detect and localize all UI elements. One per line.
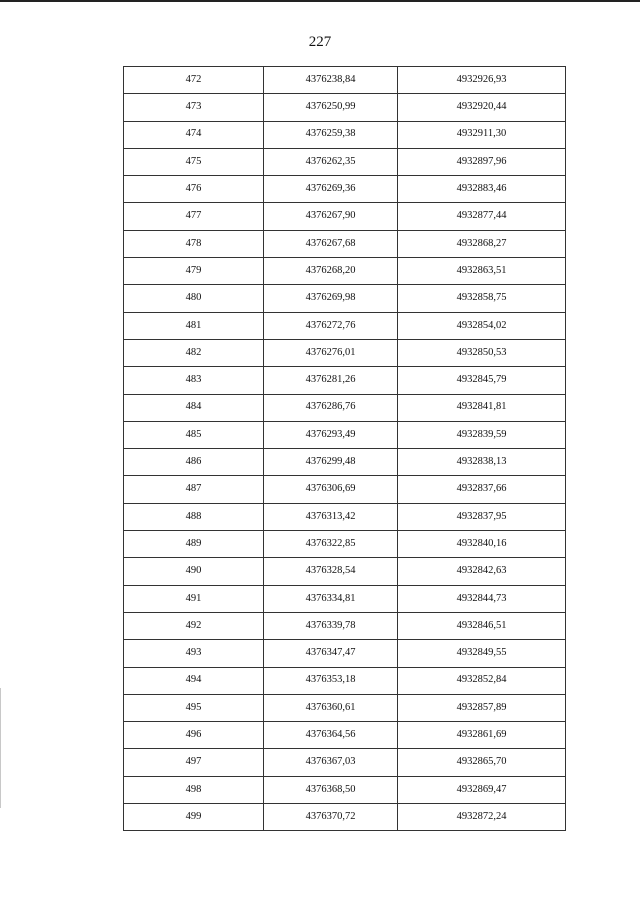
x-coordinate-cell: 4376313,42 [264,503,398,530]
y-coordinate-cell: 4932861,69 [398,722,566,749]
point-number-cell: 494 [124,667,264,694]
x-coordinate-cell: 4376353,18 [264,667,398,694]
y-coordinate-cell: 4932841,81 [398,394,566,421]
y-coordinate-cell: 4932839,59 [398,421,566,448]
x-coordinate-cell: 4376286,76 [264,394,398,421]
table-row [124,449,566,476]
y-coordinate-cell: 4932837,95 [398,503,566,530]
x-coordinate-cell: 4376276,01 [264,339,398,366]
x-coordinate-cell: 4376360,61 [264,694,398,721]
x-coordinate-cell: 4376299,48 [264,449,398,476]
x-coordinate-cell: 4376250,99 [264,94,398,121]
table-row [124,230,566,257]
x-coordinate-cell: 4376334,81 [264,585,398,612]
table-row [124,312,566,339]
x-coordinate-cell: 4376272,76 [264,312,398,339]
point-number-cell: 499 [124,804,264,831]
y-coordinate-cell: 4932858,75 [398,285,566,312]
y-coordinate-cell: 4932854,02 [398,312,566,339]
table-row [124,148,566,175]
point-number-cell: 481 [124,312,264,339]
y-coordinate-cell: 4932845,79 [398,367,566,394]
coordinates-table [123,66,566,831]
point-number-cell: 495 [124,694,264,721]
table-row [124,421,566,448]
table-row [124,367,566,394]
y-coordinate-cell: 4932857,89 [398,694,566,721]
table-row [124,531,566,558]
y-coordinate-cell: 4932883,46 [398,176,566,203]
page-number: 227 [308,34,332,50]
x-coordinate-cell: 4376364,56 [264,722,398,749]
point-number-cell: 480 [124,285,264,312]
x-coordinate-cell: 4376262,35 [264,148,398,175]
y-coordinate-cell: 4932840,16 [398,531,566,558]
point-number-cell: 477 [124,203,264,230]
x-coordinate-cell: 4376347,47 [264,640,398,667]
y-coordinate-cell: 4932920,44 [398,94,566,121]
point-number-cell: 475 [124,148,264,175]
point-number-cell: 487 [124,476,264,503]
y-coordinate-cell: 4932911,30 [398,121,566,148]
point-number-cell: 472 [124,67,264,94]
y-coordinate-cell: 4932846,51 [398,612,566,639]
point-number-cell: 497 [124,749,264,776]
table-row [124,67,566,94]
x-coordinate-cell: 4376370,72 [264,804,398,831]
y-coordinate-cell: 4932863,51 [398,258,566,285]
x-coordinate-cell: 4376368,50 [264,776,398,803]
x-coordinate-cell: 4376281,26 [264,367,398,394]
table-row [124,394,566,421]
point-number-cell: 489 [124,531,264,558]
x-coordinate-cell: 4376322,85 [264,531,398,558]
point-number-cell: 476 [124,176,264,203]
x-coordinate-cell: 4376269,98 [264,285,398,312]
point-number-cell: 479 [124,258,264,285]
x-coordinate-cell: 4376238,84 [264,67,398,94]
table-row [124,776,566,803]
y-coordinate-cell: 4932877,44 [398,203,566,230]
point-number-cell: 493 [124,640,264,667]
x-coordinate-cell: 4376259,38 [264,121,398,148]
y-coordinate-cell: 4932844,73 [398,585,566,612]
table-row [124,258,566,285]
coordinates-table-body [124,67,566,831]
table-row [124,94,566,121]
point-number-cell: 473 [124,94,264,121]
y-coordinate-cell: 4932869,47 [398,776,566,803]
top-border-line [0,0,640,2]
table-row [124,121,566,148]
table-row [124,640,566,667]
table-row [124,285,566,312]
y-coordinate-cell: 4932926,93 [398,67,566,94]
x-coordinate-cell: 4376306,69 [264,476,398,503]
point-number-cell: 491 [124,585,264,612]
y-coordinate-cell: 4932872,24 [398,804,566,831]
x-coordinate-cell: 4376328,54 [264,558,398,585]
x-coordinate-cell: 4376267,68 [264,230,398,257]
y-coordinate-cell: 4932897,96 [398,148,566,175]
table-row [124,339,566,366]
y-coordinate-cell: 4932837,66 [398,476,566,503]
y-coordinate-cell: 4932850,53 [398,339,566,366]
x-coordinate-cell: 4376367,03 [264,749,398,776]
table-row [124,203,566,230]
table-row [124,667,566,694]
x-coordinate-cell: 4376269,36 [264,176,398,203]
y-coordinate-cell: 4932865,70 [398,749,566,776]
table-row [124,722,566,749]
point-number-cell: 492 [124,612,264,639]
table-row [124,558,566,585]
table-row [124,585,566,612]
point-number-cell: 483 [124,367,264,394]
x-coordinate-cell: 4376293,49 [264,421,398,448]
table-row [124,612,566,639]
point-number-cell: 478 [124,230,264,257]
x-coordinate-cell: 4376267,90 [264,203,398,230]
point-number-cell: 482 [124,339,264,366]
point-number-cell: 486 [124,449,264,476]
y-coordinate-cell: 4932852,84 [398,667,566,694]
point-number-cell: 474 [124,121,264,148]
point-number-cell: 488 [124,503,264,530]
point-number-cell: 485 [124,421,264,448]
x-coordinate-cell: 4376268,20 [264,258,398,285]
y-coordinate-cell: 4932838,13 [398,449,566,476]
table-row [124,749,566,776]
point-number-cell: 496 [124,722,264,749]
y-coordinate-cell: 4932849,55 [398,640,566,667]
y-coordinate-cell: 4932868,27 [398,230,566,257]
point-number-cell: 490 [124,558,264,585]
table-row [124,804,566,831]
x-coordinate-cell: 4376339,78 [264,612,398,639]
point-number-cell: 484 [124,394,264,421]
table-row [124,176,566,203]
table-row [124,694,566,721]
y-coordinate-cell: 4932842,63 [398,558,566,585]
table-row [124,476,566,503]
point-number-cell: 498 [124,776,264,803]
table-row [124,503,566,530]
scan-edge-mark [0,688,1,808]
